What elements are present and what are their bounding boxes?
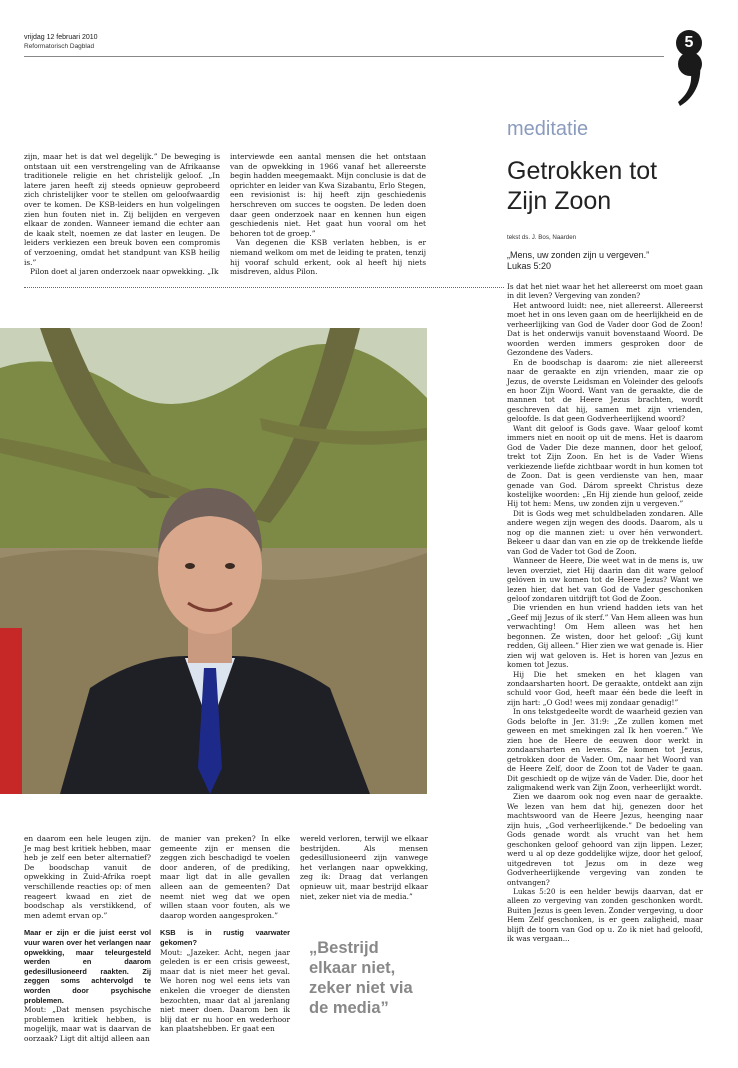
author-byline: tekst ds. J. Bos, Naarden [507, 234, 577, 241]
header-rule [24, 56, 664, 57]
page-number: 5 [676, 30, 702, 56]
bottom-column-2: de manier van preken? In elke gemeente zijn er mensen die zeggen zich beschadigd te voelen door anderen, of de prediking, maar ligt dat in alle gevallen alleen aan de gemeenten? Dat neemt niet weg dat we open willen staan voor fouten, als we daarop worden aangesproken.” KSB is in rustig vaarwater gekomen? Mout: „Jazeker. Acht, negen jaar geleden is er een crisis geweest, maar dat is niet meer het geval. We horen nog wel eens iets van enkelen die vroeger de diensten bezochten, maar dat al jarenlang niet meer doen. Daarom ben ik blij dat er nu hoor en wederhoor kan plaatshebben. Er gaat een [160, 834, 290, 1034]
issue-date: vrijdag 12 februari 2010 [24, 34, 98, 41]
top-column-2: interviewde een aantal mensen die het ontstaan van de opwekking in 1966 vanaf het allereerste begin hadden meegemaakt. Mijn conclusie is dat de oprichter en leider van Kwa Sizabantu, Erlo Stegen, een revisionist is: hij heeft zijn geschiedenis herschreven om succes te oogsten. De leden doen daar geen onderzoek naar en kennen hun eigen geschiedenis niet. Het gaat hun vooral om het behoren tot de groep.” Van degenen die KSB verlaten hebben, is er niemand welkom om met de leiding te praten, tenzij hij vooraf schuld erkent, ook al heeft hij niets misdreven, aldus Pilon. [230, 152, 426, 277]
top-column-1: zijn, maar het is dat wel degelijk.” De beweging is ontstaan uit een verstrengeling van de Afrikaanse traditionele religie en het christelijk geloof. „In latere jaren heeft zij steeds opnieuw geprobeerd zich christelijker voor te stellen om geloofwaardig over te komen. De KSB-leiders en hun volgelingen zien hun fouten niet in. Zij belijden en vergeven elkaar de zonden. Wanneer iemand die echter aan de kaak stelt, noemen ze dat laster en leugen. De leiders verkiezen een breuk boven een compromis of verzoening, omdat het standpunt van KSB heilig is.” Pilon doet al jaren onderzoek naar opwekking. „Ik [24, 152, 220, 277]
meditation-title: Getrokken tot Zijn Zoon [507, 157, 658, 215]
section-divider [24, 287, 504, 288]
bottom-column-1: en daarom een hele leugen zijn. Je mag best kritiek hebben, maar heb je zelf een beter alternatief? De boodschap vanuit de opwekking in Zuid-Afrika roept verschillende reacties op: of men reageert kwaad en ziet de boodschap als verstikkend, of men ademt ervan op.” Maar er zijn er die juist eerst vol vuur waren over het verlangen naar opwekking, maar teleurgesteld werden en daarom gedesillusioneerd raakten. Zij zeggen soms achtervolgd te worden door psychische problemen. Mout: „Dat mensen psychische problemen kritiek hebben, is mogelijk, maar wat is daarvan de oorzaak? Ligt dit altijd alleen aan [24, 834, 151, 1043]
pull-quote: „Bestrijd elkaar niet, zeker niet via de media” [309, 939, 413, 1017]
section-label: meditatie [507, 118, 589, 140]
bible-verse: „Mens, uw zonden zijn u vergeven.” Lukas 5:20 [507, 250, 650, 271]
interview-question: Maar er zijn er die juist eerst vol vuur waren over het verlangen naar opwekking, maar teleurgesteld werden en daarom gedesillusioneerd raakten. Zij zeggen soms achtervolgd te worden door psychische problemen. [24, 928, 151, 1005]
newspaper-name: Reformatorisch Dagblad [24, 43, 95, 50]
bottom-column-3: wereld verloren, terwijl we elkaar bestrijden. Als mensen gedesillusioneerd zijn vanwege het verlangen naar opwekking, zeg ik: Draag dat verlangen opnieuw uit, maar bestrijd elkaar niet, zeker niet via de media.” [300, 834, 428, 901]
interview-question: KSB is in rustig vaarwater gekomen? [160, 928, 290, 947]
meditation-body: Is dat het niet waar het het allereerst om moet gaan in dit leven? Vergeving van zonden? Het antwoord luidt: nee, niet allereerst. Allereerst moet het in ons leven gaan om de heerlijkheid en de verheerlijking van God de Vader door God de Zoon! Dat is het onderwijs vanuit bovenstaand Woord. De woorden werden immers gesproken door de Gezondene des Vaders. En de boodschap is daarom: zie niet allereerst naar de geraakte en zijn vrienden, maar zie op Jezus, de overste Leidsman en Voleinder des geloofs en hoor Zijn Woord. Want van de geraakte, die de mannen tot de Heere Jezus brachten, wordt geschreven dat hij, samen met zijn vrienden, geloofde. Is dat geen Godverheerlijkend woord? Want dit geloof is Gods gave. Waar geloof komt immers niet en nooit op uit de mens. Het is daarom God de Vader Die deze mannen, door het geloof, trekt tot Zijn Zoon. En het is de Vader Wiens verkiezende liefde zichtbaar wordt in hun komen tot de Zoon. Dat is geen verdienste van hen, maar genade van God. Dárom spreekt Christus deze kostelijke woorden: „En Hij ziende hun geloof, zeide Hij tot hem: Mens, uw zonden zijn u vergeven.” Dit is Gods weg met schuldbeladen zondaren. Alle andere wegen zijn wegen des doods. Daarom, als u nog op die mannen ziet: u over hén verwondert. Bekeer u daar dan van en zie op de trekkende liefde van God de Vader tot God de Zoon. Wanneer de Heere, Die weet wat in de mens is, uw leven overziet, ziet Hij daarin dan dit ware geloof gelóven in uw komen tot de Heere Jezus? Want we lezen hier, dat het van God de Vader geschonken geloof zondaren uitdrijft tot God de Zoon. Die vrienden en hun vriend hadden iets van het „Geef mij Jezus of ik sterf.” Van Hem alleen was hun verwachting! Om Hem alleen was het hen begonnen. Ze wisten, door het geloof: „Gij kunt redden, Gij alleen.” Hier zien we wat genade is. Hier zien wij wat geloven is. Het is horen van Jezus en komen tot Jezus. Hij Die het smeken en het klagen van zondaarsharten hoort. De geraakte, ontdekt aan zijn schuld voor God, heeft maar één bede die leeft in zijn hart: „O God! wees mij zondaar genadig!” In ons tekstgedeelte wordt de waarheid gezien van Gods belofte in Jer. 31:9: „Ze zullen komen met geween en met smekingen zal Ik hen voeren.” We zien hoe de Heere de eeuwen door werkt in zondaarsharten en levens. Ze komen tot Jezus, getrokken door de Vader. Om, naar het Woord van de Heere Zelf, door de Zoon tot de Vader te gaan. Dit geschiedt op de wijze ván de Vader. Die, door het zaligmakend werk van Zijn Zoon, verheerlijkt wordt. Zien we daarom ook nog even naar de geraakte. We lezen van hem dat hij, genezen door het machtswoord van de Heere Jezus, heenging naar zijn huis, „God verheerlijkende.” De bedoeling van Gods genade wordt als vrucht van het hem geschonken geloof gehoord van zijn lippen. Lezer, werd u al op deze goddelijke wijze, door het geloof, uitgedreven tot Jezus om in deze weg Godverheerlijkende vergeving van zonden te ontvangen? Lukas 5:20 is een helder bewijs daarvan, dat er alleen zo vergeving van zonden geschonken wordt. Buiten Jezus is geen leven. Zonder vergeving, u door Hem Zelf geschonken, is er geen zaligheid, maar blijft de toorn van God op u. Zo ik niet had geloofd, ik was vergaan... [507, 282, 703, 944]
comma-logo-icon [676, 50, 704, 110]
portrait-photo [0, 328, 427, 794]
